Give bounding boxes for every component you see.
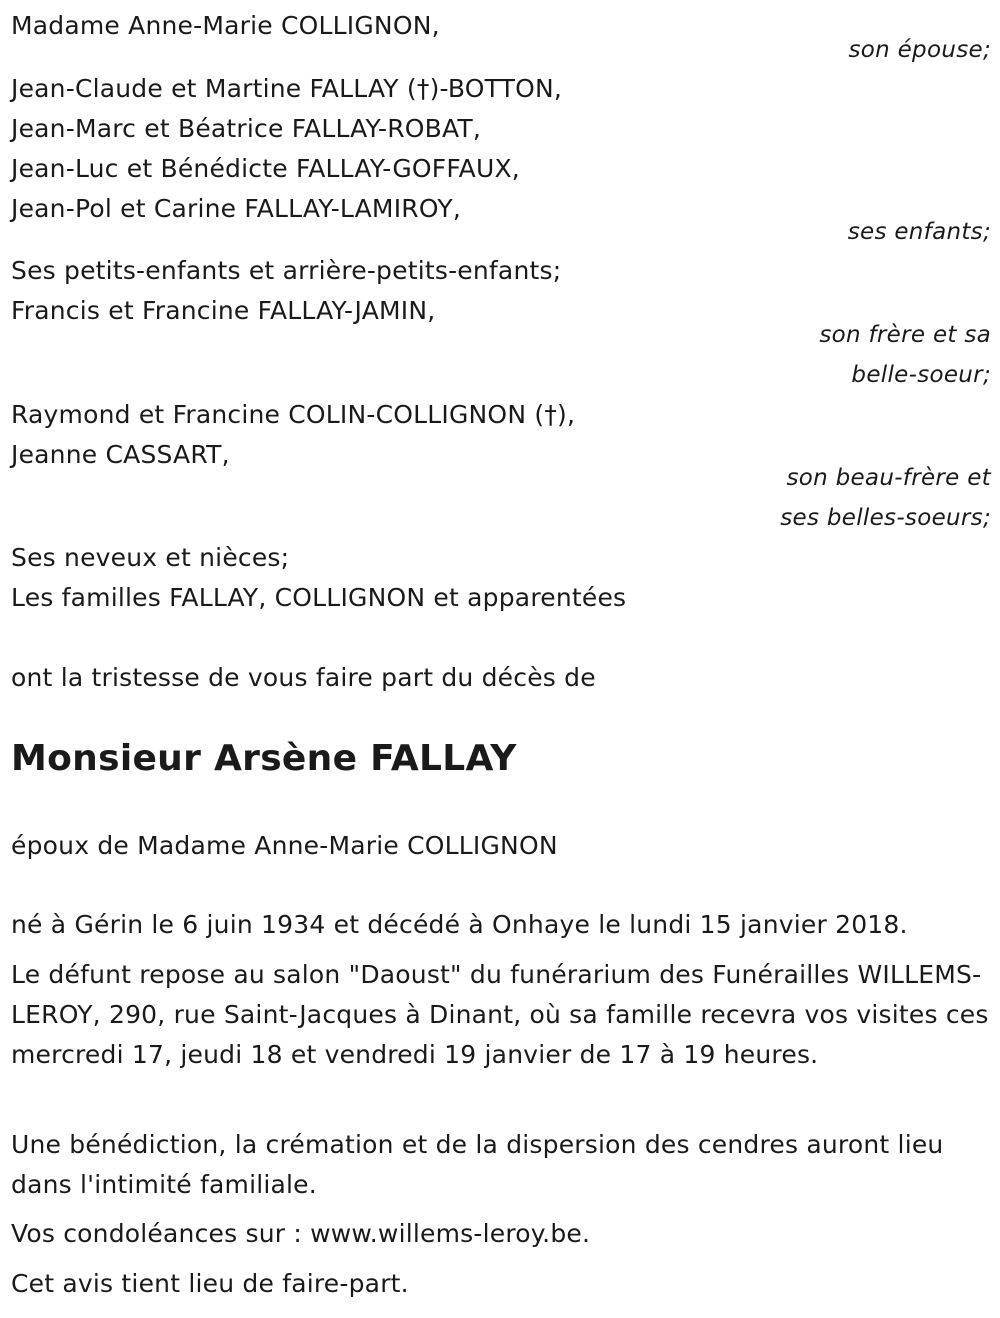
child-line: Jean-Marc et Béatrice FALLAY-ROBAT, — [11, 114, 482, 143]
condolences-line: Vos condoléances sur : www.willems-leroy.be. — [11, 1219, 591, 1248]
child-line: Jean-Luc et Bénédicte FALLAY-GOFFAUX, — [11, 154, 520, 183]
visitation-paragraph: Le défunt repose au salon "Daoust" du funérarium des Funérailles WILLEMS-LEROY, 290, rue Saint-Jacques à Dinant, où sa famille recevra vos visites ces mercredi 17, jeudi 18 et vendredi 19 janvier de 17 à 19 heures. — [11, 960, 989, 1069]
families-line: Les familles FALLAY, COLLIGNON et apparentées — [11, 583, 627, 612]
spouse-of-line: époux de Madame Anne-Marie COLLIGNON — [11, 831, 558, 860]
deceased-name: Monsieur Arsène FALLAY — [11, 738, 517, 779]
in-law-line: Jeanne CASSART, — [11, 440, 230, 469]
children-role: ses enfants; — [847, 219, 991, 245]
in-laws-role-line1: son beau-frère et — [786, 465, 991, 491]
sibling-role-line1: son frère et sa — [819, 322, 991, 348]
sibling-role-line2: belle-soeur; — [851, 362, 991, 388]
in-law-line: Raymond et Francine COLIN-COLLIGNON (†), — [11, 400, 576, 429]
child-line: Jean-Pol et Carine FALLAY-LAMIROY, — [11, 194, 461, 223]
announcement-line: ont la tristesse de vous faire part du décès de — [11, 663, 596, 692]
birth-death-line: né à Gérin le 6 juin 1934 et décédé à Onhaye le lundi 15 janvier 2018. — [11, 910, 908, 939]
spouse-role: son épouse; — [848, 37, 991, 63]
ceremony-paragraph: Une bénédiction, la crémation et de la dispersion des cendres auront lieu dans l'intimité familiale. — [11, 1130, 944, 1199]
in-laws-role-line2: ses belles-soeurs; — [780, 505, 991, 531]
spouse-name: Madame Anne-Marie COLLIGNON, — [11, 11, 440, 40]
nephews-line: Ses neveux et nièces; — [11, 543, 290, 572]
notice-line: Cet avis tient lieu de faire-part. — [11, 1269, 409, 1298]
sibling-line: Francis et Francine FALLAY-JAMIN, — [11, 296, 436, 325]
child-line: Jean-Claude et Martine FALLAY (†)-BOTTON, — [11, 74, 563, 103]
grandchildren-line: Ses petits-enfants et arrière-petits-enfants; — [11, 256, 562, 285]
